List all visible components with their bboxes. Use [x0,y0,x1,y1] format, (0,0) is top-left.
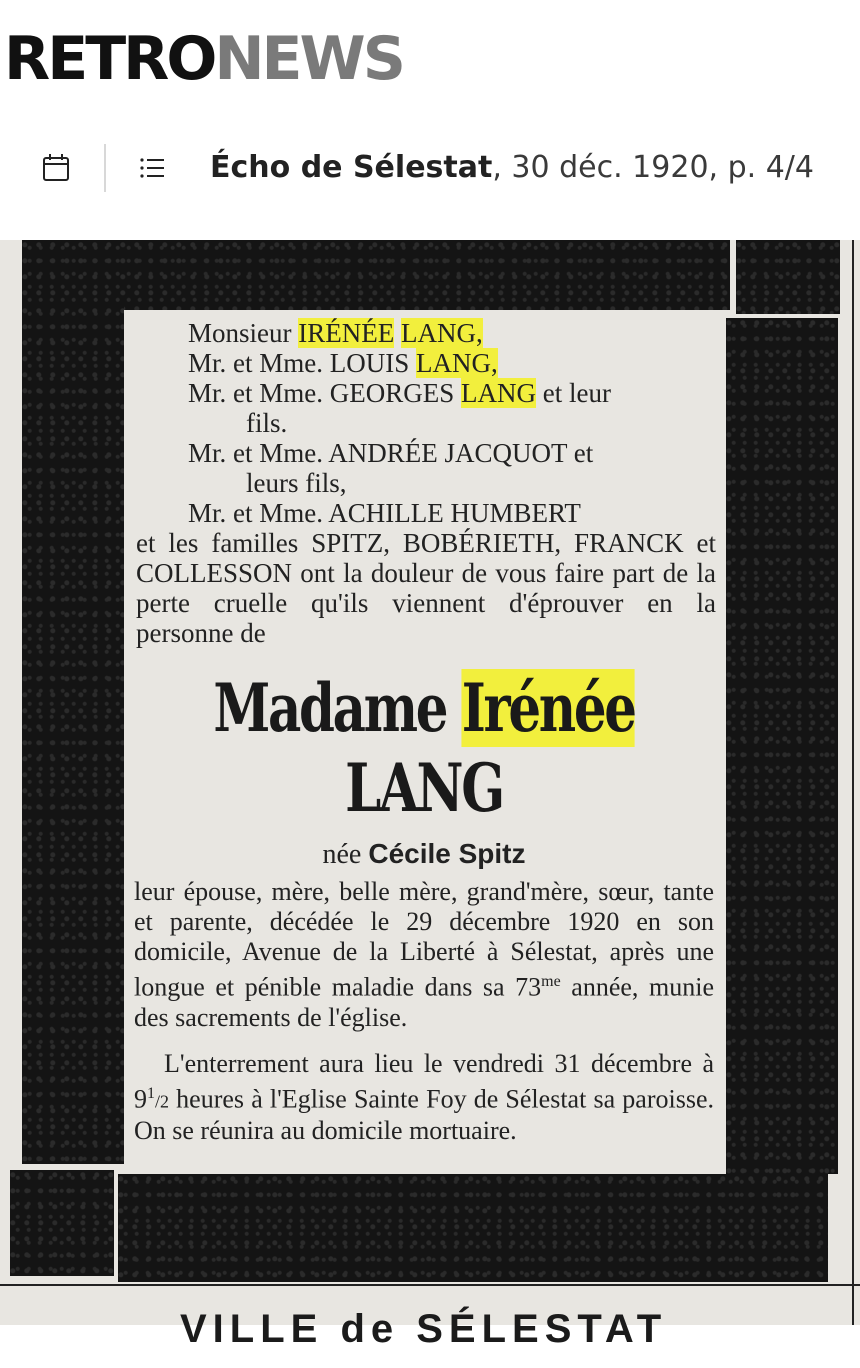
toolbar-divider [104,144,106,192]
table-of-contents-button[interactable] [130,146,174,190]
notice-line: fils. [246,408,288,438]
text: année, munie des sacrements de l'église. [134,972,714,1032]
logo-retro: RETRO [4,24,215,94]
newspaper-scan[interactable] [0,240,860,1351]
deceased-name [185,668,662,828]
border-right [726,318,838,1174]
notice-paragraph [118,877,730,1033]
notice-line [118,348,730,378]
text: me [541,973,561,990]
death-notice [118,318,730,1146]
list-icon [130,146,174,190]
viewer-toolbar [0,130,860,206]
text: et leur [536,378,611,408]
border-bottom [118,1174,828,1282]
retronews-logo[interactable] [4,24,403,94]
border-top-right [736,240,840,314]
text: LANG [345,749,503,827]
column-rule [0,1284,860,1286]
text: /2 [155,1091,170,1112]
notice-line [118,318,730,348]
text [394,318,401,348]
search-highlight: Irénée [461,669,635,747]
text: Cécile Spitz [368,838,526,869]
publication-name: Écho de Sélestat [210,150,493,185]
notice-line: Mr. et Mme. ANDRÉE JACQUOT et [188,438,594,468]
funeral-paragraph [118,1049,730,1147]
text: Monsieur [188,318,299,348]
text: L'enterrement aura lieu le vendredi 31 décembre à 9 [134,1048,714,1114]
calendar-icon [34,146,78,190]
search-highlight: LANG, [415,348,498,378]
text: née [322,839,369,870]
calendar-button[interactable] [34,146,78,190]
text: leur épouse, mère, belle mère, grand'mère, sœur, tante et parente, décédée le 29 décembre 1920 en son domicile, Avenue de la Liberté à Sélestat, après une longue et pénible maladie dans sa 73 [134,877,714,1002]
search-highlight: IRÉNÉE [298,318,395,348]
border-left [22,306,124,1164]
next-article-heading-cut: VILLE de SÉLESTAT [180,1307,668,1351]
family-names [118,318,730,648]
logo-news: NEWS [214,24,403,94]
text: heures à l'Eglise Sainte Foy de Sélestat sa paroisse. On se réunira au domicile mortuaire. [134,1084,714,1146]
text: Mr. et Mme. LOUIS [188,348,416,378]
column-rule-right [852,240,854,1325]
search-highlight: LANG, [400,318,483,348]
families-paragraph: et les familles SPITZ, BOBÉRIETH, FRANCK et COLLESSON ont la douleur de vous faire part de la perte cruelle qu'ils viennent d'éprouver en la personne de [136,528,716,648]
text: Mr. et Mme. GEORGES [188,378,461,408]
issue-title [210,148,814,188]
notice-line: Mr. et Mme. ACHILLE HUMBERT [188,498,581,528]
issue-details: , 30 déc. 1920, p. 4/4 [492,150,814,185]
maiden-name [118,832,730,877]
notice-line: leurs fils, [246,468,347,498]
text: Madame [213,669,462,747]
search-highlight: LANG [461,378,536,408]
border-bottom-left [10,1170,114,1276]
notice-line [118,378,730,408]
border-top [22,240,730,310]
text: 1 [147,1084,155,1102]
